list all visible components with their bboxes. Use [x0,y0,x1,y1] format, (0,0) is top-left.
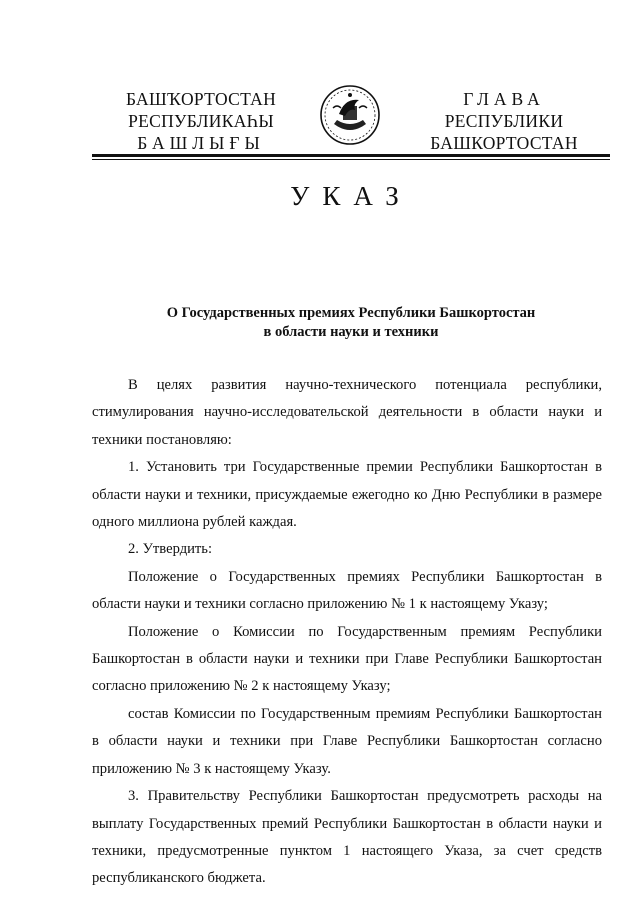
header-left-line-3: БАШЛЫҒЫ [137,133,265,153]
header-right-russian [416,88,592,154]
paragraph-item-2-sub-1: Положение о Государственных премиях Республики Башкортостан в области науки и техники согласно приложению № 1 к настоящему Указу; [92,568,602,613]
header-divider-thin [92,159,610,160]
header-left-line-1: БАШҠОРТОСТАН [125,89,277,109]
paragraph-item-2-sub-2: Положение о Комиссии по Государственным премиям Республики Башкортостан в области науки и техники при Главе Республики Башкортостан согласно приложению № 2 к настоящему Указу; [92,623,602,695]
document-title [92,304,610,342]
document-type-heading: УКАЗ [290,181,412,211]
paragraph-preamble: В целях развития научно-технического потенциала республики, стимулирования научно-исследовательской деятельности в области науки и техники постановляю: [92,377,602,448]
paragraph-item-1: 1. Установить три Государственные премии Республики Башкортостан в области науки и техники, присуждаемые ежегодно ко Дню Республики в размере одного миллиона рублей каждая. [92,459,602,531]
header-divider-thick [92,154,610,157]
header-right-line-3: БАШКОРТОСТАН [430,133,578,153]
paragraph-item-3: 3. Правительству Республики Башкортостан предусмотреть расходы на выплату Государственных премий Республики Башкортостан в области науки и техники, предусмотренные пунктом 1 настоящего Указа, за счет средств республиканского бюджета. [92,788,602,887]
document-title-line-1: О Государственных премиях Республики Башкортостан [166,305,536,321]
document-title-line-2: в области науки и техники [263,324,439,340]
header-left-line-2: РЕСПУБЛИКАҺЫ [128,111,274,131]
header-right-line-2: РЕСПУБЛИКИ [444,111,564,131]
document-body [92,372,602,893]
header-left-bashkir [112,88,290,154]
header-right-line-1: ГЛАВА [463,89,545,109]
paragraph-item-2: 2. Утвердить: [128,541,213,558]
coat-of-arms-icon [319,84,381,146]
paragraph-item-2-sub-3: состав Комиссии по Государственным премиям Республики Башкортостан в области науки и техники при Главе Республики Башкортостан согласно приложению № 3 к настоящему Указу. [92,705,602,777]
